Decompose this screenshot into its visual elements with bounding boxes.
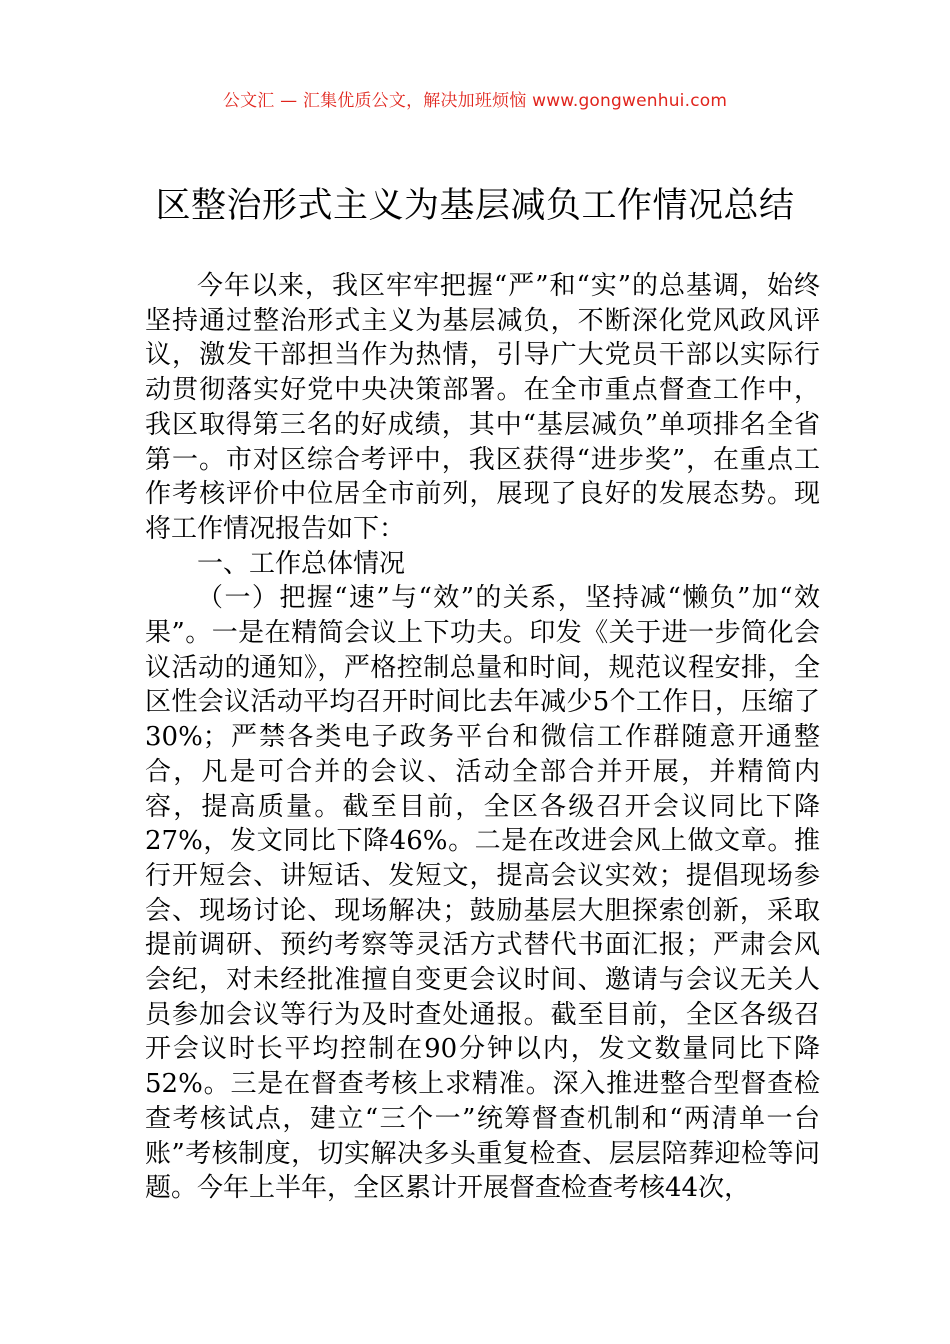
intro-paragraph: 今年以来，我区牢牢把握“严”和“实”的总基调，始终坚持通过整治形式主义为基层减负，不断深化党风政风评议，激发干部担当作为热情，引导广大党员干部以实际行动贯彻落实好党中央决策部署。在全市重点督查工作中，我区取得第三名的好成绩，其中“基层减负”单项排名全省第一。市对区综合考评中，我区获得“进步奖”，在重点工作考核评价中位居全市前列，展现了良好的发展态势。现将工作情况报告如下： [145, 271, 820, 544]
header-banner: 公文汇 — 汇集优质公文，解决加班烦恼 www.gongwenhui.com [222, 91, 728, 111]
document-title: 区整治形式主义为基层减负工作情况总结 [155, 186, 795, 226]
body-paragraph: （一）把握“速”与“效”的关系，坚持减“懒负”加“效果”。一是在精简会议上下功夫。印发《关于进一步简化会议活动的通知》，严格控制总量和时间，规范议程安排，全区性会议活动平均召开时间比去年减少5个工作日，压缩了30%；严禁各类电子政务平台和微信工作群随意开通整合，凡是可合并的会议、活动全部合并开展，并精简内容，提高质量。截至目前，全区各级召开会议同比下降27%，发文同比下降46%。二是在改进会风上做文章。推行开短会、讲短话、发短文，提高会议实效；提倡现场参会、现场讨论、现场解决；鼓励基层大胆探索创新，采取提前调研、预约考察等灵活方式替代书面汇报；严肃会风会纪，对未经批准擅自变更会议时间、邀请与会议无关人员参加会议等行为及时查处通报。截至目前，全区各级召开会议时长平均控制在90分钟以内，发文数量同比下降52%。三是在督查考核上求精准。深入推进整合型督查检查考核试点，建立“三个一”统筹督查机制和“两清单一台账”考核制度，切实解决多头重复检查、层层陪葬迎检等问题。今年上半年，全区累计开展督查检查考核44次， [145, 583, 820, 1204]
section-heading: 一、工作总体情况 [197, 548, 406, 579]
document-body [145, 269, 820, 1206]
